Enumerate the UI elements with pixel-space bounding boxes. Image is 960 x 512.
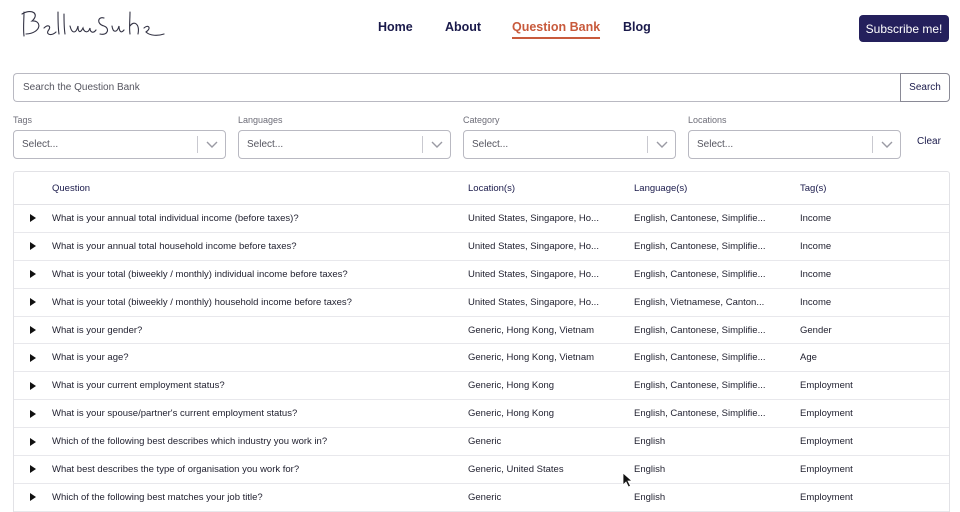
filter-tags [13,114,226,159]
locations-cell: Generic, Hong Kong, Vietnam [468,324,595,336]
select-value: Select... [247,139,284,150]
expand-triangle-icon[interactable] [30,410,36,418]
select-value: Select... [472,139,509,150]
question-cell: Which of the following best matches your job title? [52,491,263,503]
table-row[interactable] [14,289,949,317]
filter-languages [238,114,451,159]
chevron-down-icon[interactable] [873,141,900,149]
tags-cell: Employment [800,436,853,448]
table-row[interactable] [14,484,949,512]
table-row[interactable] [14,205,949,233]
locations-cell: Generic, Hong Kong, Vietnam [468,352,595,364]
languages-cell: English [634,436,666,448]
expand-triangle-icon[interactable] [30,270,36,278]
select-value: Select... [697,139,734,150]
expand-triangle-icon[interactable] [30,465,36,473]
tags-cell: Employment [800,491,853,503]
locations-cell: United States, Singapore, Ho... [468,268,599,280]
search-input[interactable] [13,73,900,102]
category-select[interactable] [463,130,676,159]
expand-cell [14,382,52,390]
expand-cell [14,493,52,501]
locations-cell: Generic, Hong Kong [468,380,555,392]
table-row[interactable] [14,261,949,289]
nav-blog[interactable]: Blog [623,20,651,34]
table-row[interactable] [14,456,949,484]
nav-question-bank-label: Question Bank [512,20,600,39]
expand-triangle-icon[interactable] [30,326,36,334]
filter-category [463,114,676,159]
locations-select[interactable] [688,130,901,159]
main-nav [370,20,651,39]
question-cell: Which of the following best describes which industry you work in? [52,436,328,448]
question-cell: What is your gender? [52,324,143,336]
languages-cell: English, Cantonese, Simplifie... [634,268,766,280]
select-value: Select... [22,139,59,150]
nav-about[interactable]: About [445,20,482,34]
locations-cell: United States, Singapore, Ho... [468,240,599,252]
table-row[interactable] [14,428,949,456]
question-cell: What is your spouse/partner's current employment status? [52,408,298,420]
signature-logo[interactable] [18,6,168,42]
expand-triangle-icon[interactable] [30,382,36,390]
chevron-down-icon[interactable] [648,141,675,149]
search-bar [13,73,950,102]
expand-cell [14,326,52,334]
languages-cell: English, Cantonese, Simplifie... [634,408,766,420]
search-button[interactable]: Search [900,73,950,102]
tags-cell: Employment [800,463,853,475]
locations-cell: Generic, Hong Kong [468,408,555,420]
question-cell: What is your current employment status? [52,380,225,392]
table-row[interactable] [14,344,949,372]
clear-button[interactable]: Clear [917,136,941,147]
table-row[interactable] [14,372,949,400]
filter-label: Category [463,115,500,125]
table-row[interactable] [14,400,949,428]
expand-cell [14,242,52,250]
expand-triangle-icon[interactable] [30,438,36,446]
expand-cell [14,270,52,278]
expand-cell [14,465,52,473]
question-cell: What is your annual total individual income (before taxes)? [52,212,299,224]
languages-cell: English, Vietnamese, Canton... [634,296,765,308]
tags-cell: Employment [800,408,853,420]
chevron-down-icon[interactable] [198,141,225,149]
tags-cell: Income [800,268,832,280]
tags-select[interactable] [13,130,226,159]
tags-cell: Income [800,240,832,252]
subscribe-button[interactable]: Subscribe me! [859,15,949,42]
filter-label: Languages [238,115,283,125]
question-cell: What is your total (biweekly / monthly) household income before taxes? [52,296,352,308]
question-cell: What is your annual total household income before taxes? [52,240,297,252]
expand-triangle-icon[interactable] [30,493,36,501]
tags-cell: Age [800,352,817,364]
languages-cell: English [634,491,666,503]
question-table [13,171,950,512]
filter-locations [688,114,901,159]
locations-cell: Generic, United States [468,463,564,475]
expand-cell [14,298,52,306]
locations-cell: United States, Singapore, Ho... [468,296,599,308]
filter-label: Tags [13,115,33,125]
table-body [14,205,949,512]
locations-cell: Generic [468,436,502,448]
tags-cell: Income [800,296,832,308]
table-header [14,172,949,205]
tags-cell: Income [800,212,832,224]
question-cell: What best describes the type of organisation you work for? [52,463,300,475]
languages-cell: English, Cantonese, Simplifie... [634,240,766,252]
languages-cell: English, Cantonese, Simplifie... [634,352,766,364]
table-row[interactable] [14,317,949,345]
chevron-down-icon[interactable] [423,141,450,149]
languages-select[interactable] [238,130,451,159]
site-header [0,0,960,60]
question-cell: What is your total (biweekly / monthly) individual income before taxes? [52,268,348,280]
filters-row [13,114,950,160]
expand-triangle-icon[interactable] [30,242,36,250]
expand-cell [14,410,52,418]
header-tags[interactable]: Tag(s) [800,182,827,194]
header-question[interactable]: Question [52,182,91,194]
filter-label: Locations [688,115,727,125]
tags-cell: Gender [800,324,832,336]
table-row[interactable] [14,233,949,261]
expand-cell [14,354,52,362]
nav-question-bank[interactable] [512,20,623,39]
expand-triangle-icon[interactable] [30,354,36,362]
header-languages[interactable]: Language(s) [634,182,688,194]
nav-home[interactable]: Home [378,20,413,34]
languages-cell: English [634,463,666,475]
header-locations[interactable]: Location(s) [468,182,515,194]
locations-cell: United States, Singapore, Ho... [468,212,599,224]
languages-cell: English, Cantonese, Simplifie... [634,324,766,336]
expand-triangle-icon[interactable] [30,214,36,222]
languages-cell: English, Cantonese, Simplifie... [634,380,766,392]
expand-cell [14,438,52,446]
mouse-cursor-icon [622,472,634,488]
languages-cell: English, Cantonese, Simplifie... [634,212,766,224]
tags-cell: Employment [800,380,853,392]
question-cell: What is your age? [52,352,129,364]
locations-cell: Generic [468,491,502,503]
expand-cell [14,214,52,222]
expand-triangle-icon[interactable] [30,298,36,306]
